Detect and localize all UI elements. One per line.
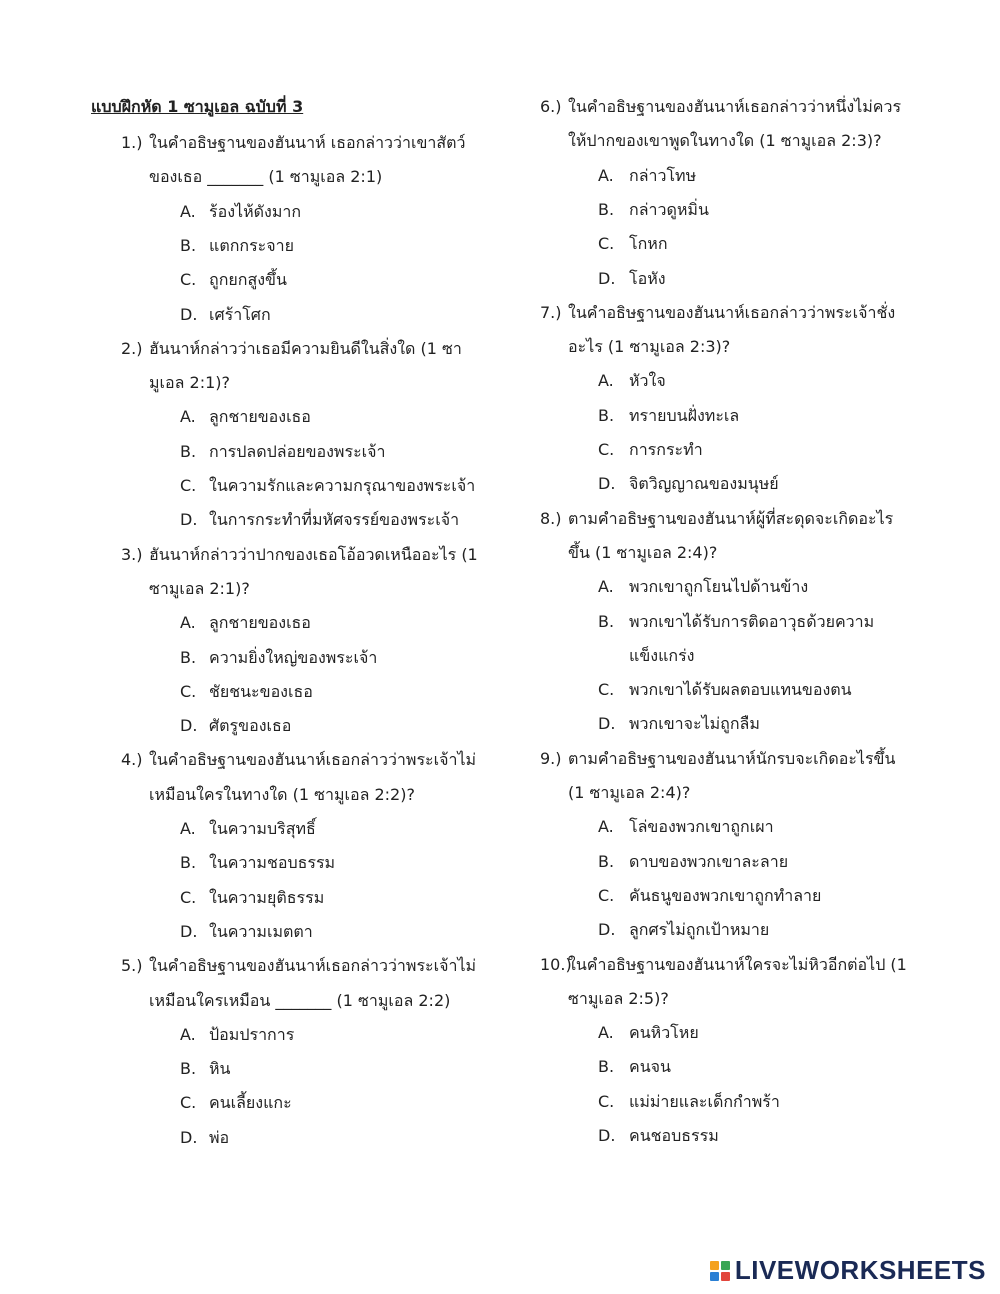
option-letter: D. xyxy=(598,1126,616,1145)
question-number: 9.) xyxy=(540,748,562,768)
question-text: ฮันนาห์กล่าวว่าปากของเธอโอ้อวดเหนืออะไร (1 xyxy=(149,544,478,564)
option-text: พวกเขาถูกโยนไปด้านข้าง xyxy=(629,577,809,597)
option-text: การกระทำ xyxy=(629,440,703,459)
option-letter: D. xyxy=(598,714,616,734)
question-text: ซามูเอล 2:5)? xyxy=(568,988,669,1008)
option-text: โอหัง xyxy=(629,268,666,288)
option-letter: A. xyxy=(598,817,614,837)
option-letter: D. xyxy=(180,716,198,736)
option-text: ดาบของพวกเขาละลาย xyxy=(629,851,789,871)
option-letter: B. xyxy=(180,441,197,461)
option-letter: C. xyxy=(180,681,197,701)
option-text: ลูกชายของเธอ xyxy=(209,407,311,427)
option-letter: C. xyxy=(180,1093,197,1113)
option-text: คนชอบธรรม xyxy=(629,1126,719,1145)
question-number: 10.) xyxy=(540,954,572,974)
question-text: มูเอล 2:1)? xyxy=(149,373,230,393)
option-letter: A. xyxy=(598,165,614,185)
question-text: ในคำอธิษฐานของฮันนาห์เธอกล่าวว่าพระเจ้าไม่ xyxy=(149,750,477,770)
option-letter: D. xyxy=(180,1127,198,1147)
option-text: คนเลี้ยงแกะ xyxy=(209,1093,292,1113)
option-letter: D. xyxy=(180,304,198,324)
option-letter: D. xyxy=(598,474,616,494)
option-text: ป้อมปราการ xyxy=(209,1024,295,1044)
option-letter: C. xyxy=(180,887,197,907)
question-text: ตามคำอธิษฐานของฮันนาห์นักรบจะเกิดอะไรขึ้น xyxy=(568,748,896,768)
question-number: 1.) xyxy=(121,133,143,152)
option-letter: B. xyxy=(180,647,197,667)
option-text: หัวใจ xyxy=(629,371,666,391)
option-letter: A. xyxy=(180,613,196,633)
question-text: ขึ้น (1 ซามูเอล 2:4)? xyxy=(568,542,718,562)
logo-square xyxy=(710,1261,719,1270)
option-letter: C. xyxy=(598,1091,615,1111)
question-number: 5.) xyxy=(121,956,143,976)
question-text: ในคำอธิษฐานของฮันนาห์ เธอกล่าวว่าเขาสัตว์ xyxy=(149,133,466,152)
option-letter: C. xyxy=(598,440,615,459)
liveworksheets-footer xyxy=(709,1255,986,1286)
option-text: พ่อ xyxy=(209,1127,230,1147)
question-number: 4.) xyxy=(121,750,143,770)
question-text: ในคำอธิษฐานของฮันนาห์เธอกล่าวว่าพระเจ้าไม่ xyxy=(149,956,477,976)
question-text: อะไร (1 ซามูเอล 2:3)? xyxy=(568,337,731,357)
option-letter: C. xyxy=(180,476,197,495)
option-letter: D. xyxy=(180,921,198,941)
option-text: ในความรักและความกรุณาของพระเจ้า xyxy=(209,476,476,495)
option-text: กล่าวโทษ xyxy=(629,165,697,185)
option-letter: D. xyxy=(180,510,198,530)
option-letter: C. xyxy=(598,234,615,254)
option-text: หิน xyxy=(209,1059,231,1079)
question-text: ในคำอธิษฐานของฮันนาห์เธอกล่าวว่าพระเจ้าชั่ง xyxy=(568,302,896,322)
option-text: ในความยุติธรรม xyxy=(209,887,325,907)
question-number: 8.) xyxy=(540,508,562,528)
option-letter: D. xyxy=(598,920,616,940)
option-letter: B. xyxy=(180,853,197,873)
option-letter: C. xyxy=(598,885,615,905)
question-text: ของเธอ _______ (1 ซามูเอล 2:1) xyxy=(149,167,383,187)
option-letter: A. xyxy=(180,407,196,427)
option-text: คันธนูของพวกเขาถูกทำลาย xyxy=(629,885,822,905)
option-text: ความยิ่งใหญ่ของพระเจ้า xyxy=(209,647,378,667)
option-letter: A. xyxy=(180,819,196,838)
liveworksheets-brand: LIVEWORKSHEETS xyxy=(734,1255,986,1285)
option-letter: A. xyxy=(598,1023,614,1043)
option-letter: B. xyxy=(180,235,197,255)
question-number: 2.) xyxy=(121,338,143,358)
option-text: ในความชอบธรรม xyxy=(209,853,336,873)
option-letter: A. xyxy=(598,577,614,597)
question-number: 7.) xyxy=(540,302,562,322)
option-text: ถูกยกสูงขึ้น xyxy=(209,270,287,290)
option-letter: B. xyxy=(598,611,615,631)
option-text: ร้องไห้ดังมาก xyxy=(209,201,302,221)
option-letter: B. xyxy=(598,1057,615,1077)
option-letter: B. xyxy=(598,199,615,219)
option-letter: D. xyxy=(598,268,616,288)
option-letter: C. xyxy=(598,680,615,700)
option-letter: C. xyxy=(180,270,197,290)
option-text: พวกเขาจะไม่ถูกลืม xyxy=(629,714,760,734)
worksheet-title: แบบฝึกหัด 1 ซามูเอล ฉบับที่ 3 xyxy=(91,97,304,116)
option-text: ในความเมตตา xyxy=(209,921,313,941)
option-text: ชัยชนะของเธอ xyxy=(209,681,313,701)
question-text: เหมือนใครในทางใด (1 ซามูเอล 2:2)? xyxy=(149,784,415,804)
question-text: ตามคำอธิษฐานของฮันนาห์ผู้ที่สะดุดจะเกิดอะไร xyxy=(568,508,894,528)
liveworksheets-logo-icon xyxy=(709,1260,731,1282)
question-number: 3.) xyxy=(121,544,143,564)
option-letter: A. xyxy=(180,201,196,221)
option-letter: B. xyxy=(598,851,615,871)
question-text: ในคำอธิษฐานของฮันนาห์ใครจะไม่หิวอีกต่อไป (1 xyxy=(568,954,907,974)
option-text: ในความบริสุทธิ์ xyxy=(209,819,316,838)
option-text: กล่าวดูหมิ่น xyxy=(629,199,709,219)
option-text: พวกเขาได้รับการติดอาวุธด้วยความ xyxy=(629,611,875,631)
logo-square xyxy=(710,1272,719,1281)
option-letter: A. xyxy=(598,371,614,391)
option-letter: A. xyxy=(180,1024,196,1044)
option-text: เศร้าโศก xyxy=(209,304,271,324)
option-text: ลูกศรไม่ถูกเป้าหมาย xyxy=(629,920,770,940)
option-text: แตกกระจาย xyxy=(209,235,294,255)
option-text: การปลดปล่อยของพระเจ้า xyxy=(209,441,386,461)
question-text: ซามูเอล 2:1)? xyxy=(149,578,250,598)
question-text: เหมือนใครเหมือน _______ (1 ซามูเอล 2:2) xyxy=(149,990,451,1010)
question-text: ในคำอธิษฐานของฮันนาห์เธอกล่าวว่าหนึ่งไม่ควร xyxy=(568,97,902,116)
option-text: แข็งแกร่ง xyxy=(629,645,695,665)
option-text: ทรายบนฝั่งทะเล xyxy=(629,405,740,425)
question-text: ฮันนาห์กล่าวว่าเธอมีความยินดีในสิ่งใด (1 ซา xyxy=(149,338,462,358)
logo-square xyxy=(721,1272,730,1281)
question-text: (1 ซามูเอล 2:4)? xyxy=(568,783,691,802)
option-text: คนจน xyxy=(629,1057,671,1077)
option-text: พวกเขาได้รับผลตอบแทนของตน xyxy=(629,680,852,700)
option-text: โล่ของพวกเขาถูกเผา xyxy=(629,817,774,837)
option-text: คนหิวโหย xyxy=(629,1023,699,1043)
option-text: ในการกระทำที่มหัศจรรย์ของพระเจ้า xyxy=(209,510,460,530)
question-text: ให้ปากของเขาพูดในทางใด (1 ซามูเอล 2:3)? xyxy=(568,131,882,151)
option-text: ศัตรูของเธอ xyxy=(209,716,292,736)
option-text: แม่ม่ายและเด็กกำพร้า xyxy=(629,1091,780,1111)
option-text: ลูกชายของเธอ xyxy=(209,613,311,633)
question-number: 6.) xyxy=(540,97,562,116)
option-text: จิตวิญญาณของมนุษย์ xyxy=(629,474,779,494)
logo-square xyxy=(721,1261,730,1270)
option-letter: B. xyxy=(180,1059,197,1079)
option-letter: B. xyxy=(598,405,615,425)
option-text: โกหก xyxy=(629,234,668,254)
